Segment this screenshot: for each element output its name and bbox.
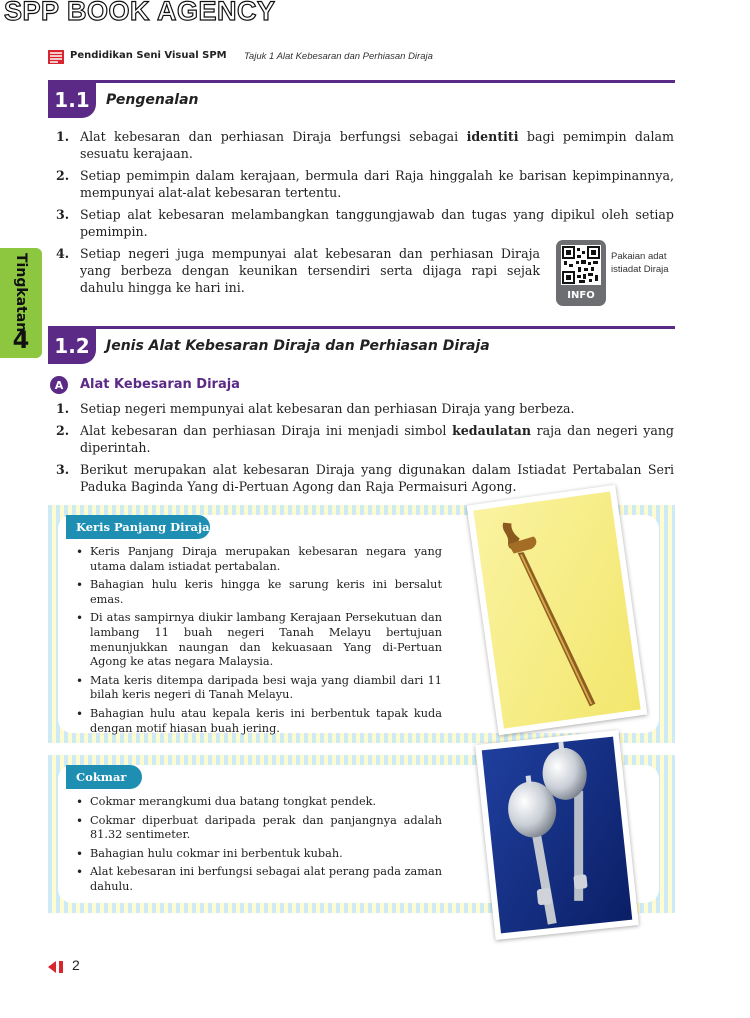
list-item: • Bahagian hulu atau kepala keris ini berbentuk tapak kuda dengan motif hiasan buah jering. <box>74 707 442 736</box>
topic-title: Tajuk 1 Alat Kebesaran dan Perhiasan Diraja <box>244 51 433 62</box>
types-list <box>56 400 674 500</box>
list-item: 3. Berikut merupakan alat kebesaran Diraja yang digunakan dalam Istiadat Pertabalan Seri Paduka Baginda Yang di-Pertuan Agong dan Raja Permaisuri Agong. <box>56 462 674 494</box>
list-item: 3. Setiap alat kebesaran melambangkan tanggungjawab dan tugas yang dipikul oleh setiap pemimpin. <box>56 207 674 239</box>
list-item: • Mata keris ditempa daripada besi waja yang diambil dari 11 bilah keris negeri di Tanah Melayu. <box>74 674 442 703</box>
list-item: 2. Setiap pemimpin dalam kerajaan, bermula dari Raja hinggalah ke barisan kepimpinannya, mempunyai alat-alat kebesaran tertentu. <box>56 168 674 200</box>
section-divider <box>48 326 675 329</box>
cokmar-photo <box>475 730 639 940</box>
section-title: Jenis Alat Kebesaran Diraja dan Perhiasan Diraja <box>106 338 490 354</box>
subsection-title: Alat Kebesaran Diraja <box>80 377 240 392</box>
list-item: • Cokmar diperbuat daripada perak dan panjangnya adalah 81.32 sentimeter. <box>74 814 442 843</box>
section-number: 1.2 <box>48 328 96 364</box>
page-marker-icon <box>48 961 66 973</box>
keris-photo <box>467 485 648 736</box>
list-item: 1. Setiap negeri mempunyai alat kebesaran dan perhiasan Diraja yang berbeza. <box>56 401 575 416</box>
keris-bullets <box>74 545 442 740</box>
panel-tag: Keris Panjang Diraja <box>66 515 210 539</box>
cokmar-bullets <box>74 795 442 899</box>
section-divider <box>48 80 675 83</box>
section-title: Pengenalan <box>106 92 199 108</box>
book-title: Pendidikan Seni Visual SPM <box>70 50 227 61</box>
publisher-logo-icon <box>48 50 64 64</box>
qr-code-icon[interactable] <box>561 245 601 285</box>
page-number: 2 <box>72 957 80 973</box>
list-item: 2. Alat kebesaran dan perhiasan Diraja ini menjadi simbol kedaulatan raja dan negeri yang diperintah. <box>56 423 674 455</box>
list-item: • Alat kebesaran ini berfungsi sebagai alat perang pada zaman dahulu. <box>74 865 442 894</box>
list-item: • Bahagian hulu cokmar ini berbentuk kubah. <box>74 847 442 862</box>
side-tab-number: 4 <box>12 326 30 354</box>
panel-tag: Cokmar <box>66 765 142 789</box>
list-item: • Bahagian hulu keris hingga ke sarung keris ini bersalut emas. <box>74 578 442 607</box>
list-item: • Keris Panjang Diraja merupakan kebesaran negara yang utama dalam istiadat pertabalan. <box>74 545 442 574</box>
info-label: INFO <box>567 290 595 301</box>
list-item: 1. Alat kebesaran dan perhiasan Diraja berfungsi sebagai identiti bagi pemimpin dalam sesuatu kerajaan. <box>56 129 674 161</box>
section-number: 1.1 <box>48 82 96 118</box>
list-item: 4. Setiap negeri juga mempunyai alat kebesaran dan perhiasan Diraja yang berbeza dengan keunikan tersendiri serta dijaga rapi sejak dahulu hingga ke hari ini. <box>56 246 540 295</box>
side-tab-label: Tingkatan <box>13 253 29 333</box>
list-item: • Cokmar merangkumi dua batang tongkat pendek. <box>74 795 442 810</box>
info-caption: Pakaian adat istiadat Diraja <box>611 251 669 275</box>
watermark-text: SPP BOOK AGENCY <box>4 0 276 26</box>
subsection-letter: A <box>50 376 68 394</box>
list-item: • Di atas sampirnya diukir lambang Kerajaan Persekutuan dan lambang 11 buah negeri Tanah Melayu bertujuan menunjukkan naungan dan kekuasaan Yang di-Pertuan Agong ke atas negara Malaysia. <box>74 611 442 669</box>
